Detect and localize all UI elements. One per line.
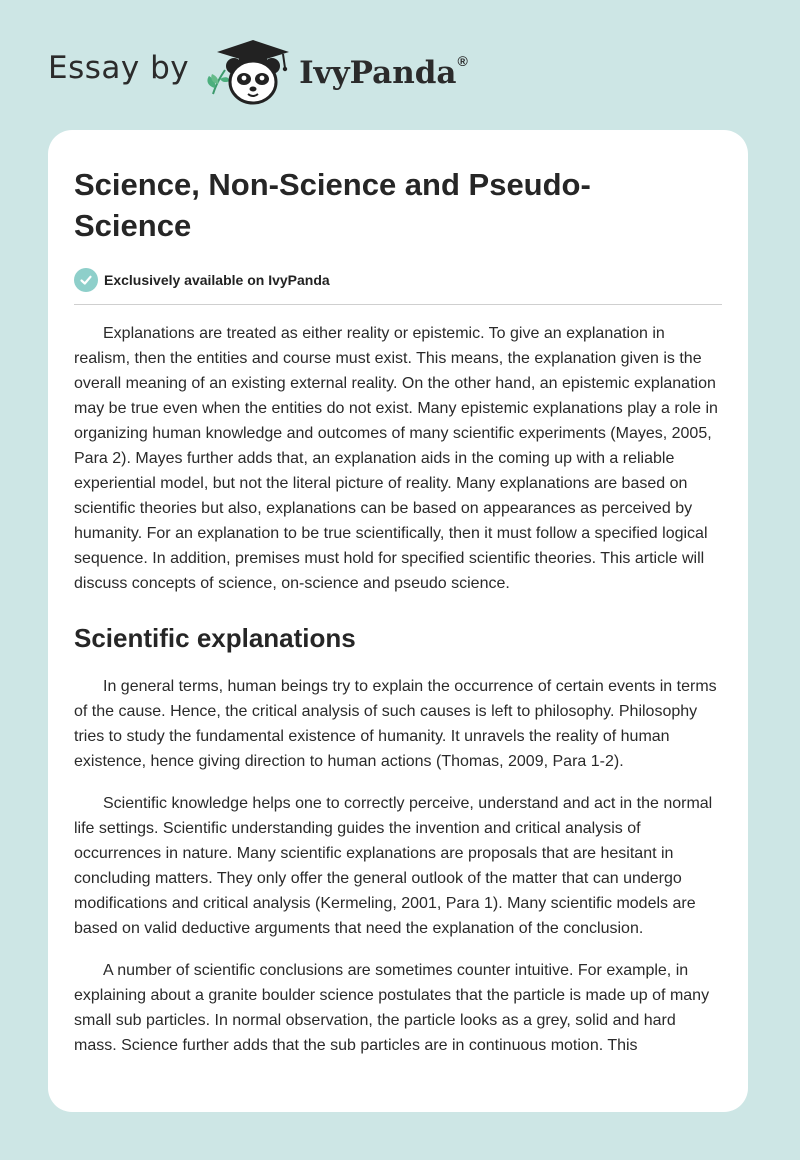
body-paragraph: In general terms, human beings try to explain the occurrence of certain events in terms of the cause. Hence, the critical analysis of such causes is left to philosophy. Philosophy tries to study the fundamental existence of humanity. It unravels the reality of human existence, hence giving direction to human actions (Thomas, 2009, Para 1-2).: [74, 678, 717, 770]
exclusive-badge: [74, 268, 722, 305]
checkmark-icon: [74, 268, 98, 292]
brand-name[interactable]: IvyPanda®: [299, 53, 468, 91]
panda-logo-icon[interactable]: [203, 36, 295, 106]
page-title: Science, Non-Science and Pseudo-Science: [74, 167, 591, 243]
registered-mark: ®: [457, 53, 468, 69]
body-paragraph: A number of scientific conclusions are sometimes counter intuitive. For example, in explaining about a granite boulder science postulates that the particle is made up of many small sub particles. In normal observation, the particle looks as a grey, solid and hard mass. Science further adds that the sub particles are in continuous motion. This: [74, 962, 710, 1054]
section-heading: Scientific explanations: [74, 623, 356, 653]
brand-prefix: Essay by: [48, 50, 190, 86]
essay-card: [48, 130, 748, 1112]
site-header: [48, 36, 468, 106]
badge-label: Exclusively available on IvyPanda: [104, 272, 330, 288]
intro-paragraph: Explanations are treated as either reality or epistemic. To give an explanation in realism, then the entities and course must exist. This means, the explanation given is the overall meaning of an existing external reality. On the other hand, an epistemic explanation may be true even when the entities do not exist. Many epistemic explanations play a role in organizing human knowledge and outcomes of many scientific experiments (Mayes, 2005, Para 2). Mayes further adds that, an explanation aids in the coming up with a reliable experiential model, but not the literal picture of reality. Many explanations are based on scientific theories but also, explanations can be based on appearances as perceived by humanity. For an explanation to be true scientifically, then it must follow a specified logical sequence. In addition, premises must hold for specified scientific theories. This article will discuss concepts of science, on-science and pseudo science.: [74, 325, 718, 592]
body-paragraph: Scientific knowledge helps one to correctly perceive, understand and act in the normal life settings. Scientific understanding guides the invention and critical analysis of occurrences in nature. Many scientific explanations are proposals that are hesitant in concluding matters. They only offer the general outlook of the matter that can undergo modifications and critical analysis (Kermeling, 2001, Para 1). Many scientific models are based on valid deductive arguments that need the explanation of the conclusion.: [74, 795, 713, 937]
